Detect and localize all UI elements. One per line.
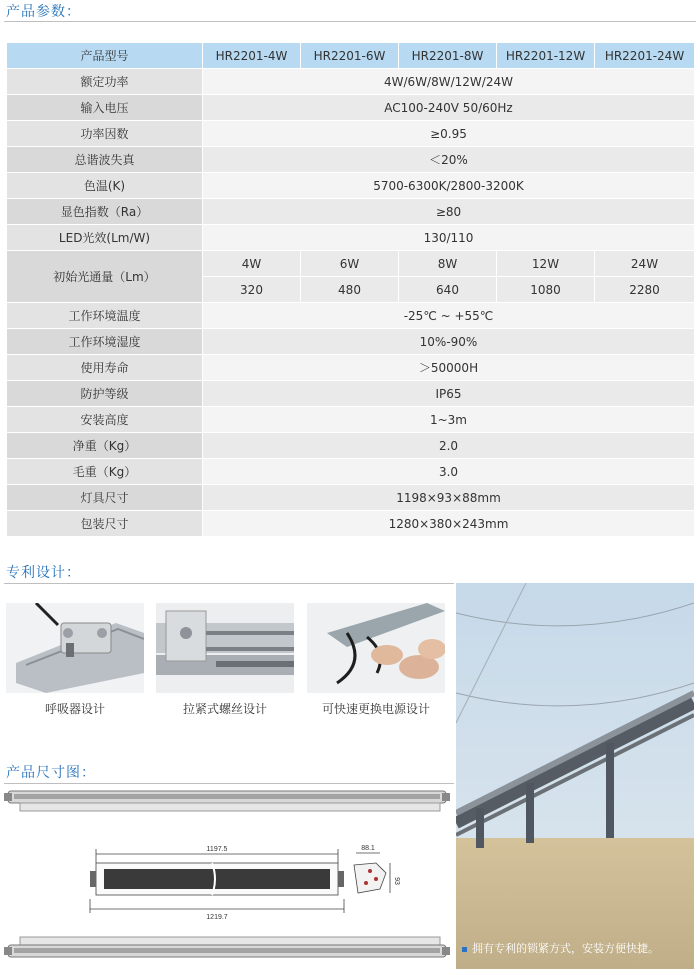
- installation-caption: [462, 940, 659, 956]
- spec-row: [7, 407, 695, 433]
- spec-label: LED光效(Lm/W): [7, 225, 203, 251]
- spec-value: 1~3m: [203, 407, 695, 433]
- spec-row: [7, 381, 695, 407]
- installation-photo: [456, 583, 694, 969]
- flux-watt-cell: 8W: [399, 251, 497, 277]
- dim-side-width: 88.1: [361, 845, 375, 852]
- spec-row-flux-watts: [7, 251, 695, 277]
- caption-screw: 拉紧式螺丝设计: [182, 702, 267, 716]
- spec-value: 3.0: [203, 459, 695, 485]
- spec-label: 净重（Kg）: [7, 433, 203, 459]
- installation-caption-text: 拥有专利的锁紧方式，安装方便快捷。: [472, 942, 659, 955]
- power-photo: [307, 603, 445, 693]
- spec-label: 防护等级: [7, 381, 203, 407]
- spec-label: 总谐波失真: [7, 147, 203, 173]
- spec-header-model: HR2201-12W: [497, 43, 595, 69]
- spec-value: 10%-90%: [203, 329, 695, 355]
- dim-side-height: 93: [393, 877, 400, 885]
- dimension-drawing: [4, 785, 454, 975]
- spec-label: 初始光通量（Lm）: [7, 251, 203, 303]
- dim-length-outer: 1219.7: [206, 914, 228, 921]
- spec-value: AC100-240V 50/60Hz: [203, 95, 695, 121]
- caption-power: 可快速更换电源设计: [321, 702, 430, 716]
- spec-value: 1198×93×88mm: [203, 485, 695, 511]
- spec-row: [7, 121, 695, 147]
- spec-row: [7, 459, 695, 485]
- flux-lumen-cell: 320: [203, 277, 301, 303]
- section-title-patent: 专利设计：: [6, 565, 81, 581]
- flux-watt-cell: 6W: [301, 251, 399, 277]
- spec-value: ≥80: [203, 199, 695, 225]
- flux-lumen-cell: 1080: [497, 277, 595, 303]
- spec-label: 使用寿命: [7, 355, 203, 381]
- spec-value: ＞50000H: [203, 355, 695, 381]
- spec-row: [7, 95, 695, 121]
- spec-label: 安装高度: [7, 407, 203, 433]
- lamp-side-drawing: [354, 853, 390, 893]
- spec-value: -25℃ ~ +55℃: [203, 303, 695, 329]
- lamp-front-drawing: [90, 849, 344, 913]
- spec-value: 5700-6300K/2800-3200K: [203, 173, 695, 199]
- section-title-params: 产品参数：: [6, 4, 81, 20]
- section-divider: [4, 783, 454, 784]
- spec-label: 毛重（Kg）: [7, 459, 203, 485]
- spec-label: 工作环境湿度: [7, 329, 203, 355]
- flux-lumen-cell: 640: [399, 277, 497, 303]
- spec-label: 包装尺寸: [7, 511, 203, 537]
- spec-value: ＜20%: [203, 147, 695, 173]
- spec-value: IP65: [203, 381, 695, 407]
- flux-watt-cell: 12W: [497, 251, 595, 277]
- spec-value: 4W/6W/8W/12W/24W: [203, 69, 695, 95]
- spec-row: [7, 173, 695, 199]
- spec-row: [7, 329, 695, 355]
- section-divider: [4, 21, 696, 22]
- spec-label: 色温(K): [7, 173, 203, 199]
- spec-row: [7, 303, 695, 329]
- caption-breather: 呼吸器设计: [44, 702, 105, 716]
- spec-label: 功率因数: [7, 121, 203, 147]
- spec-label: 输入电压: [7, 95, 203, 121]
- spec-row: [7, 355, 695, 381]
- spec-row: [7, 433, 695, 459]
- spec-row: [7, 511, 695, 537]
- screw-photo: [156, 603, 294, 693]
- section-title-dims: 产品尺寸图：: [6, 765, 96, 781]
- breather-photo: [6, 603, 144, 693]
- flux-watt-cell: 24W: [595, 251, 695, 277]
- spec-label: 工作环境温度: [7, 303, 203, 329]
- flux-watt-cell: 4W: [203, 251, 301, 277]
- bullet-square: [462, 947, 467, 952]
- spec-label: 灯具尺寸: [7, 485, 203, 511]
- spec-row: [7, 69, 695, 95]
- spec-label: 显色指数（Ra）: [7, 199, 203, 225]
- spec-header-model: HR2201-6W: [301, 43, 399, 69]
- spec-header-row: [7, 43, 695, 69]
- lamp-bottom-view: [4, 937, 450, 957]
- spec-value: 1280×380×243mm: [203, 511, 695, 537]
- spec-row: [7, 199, 695, 225]
- spec-value: ≥0.95: [203, 121, 695, 147]
- spec-row: [7, 147, 695, 173]
- spec-header-model: HR2201-24W: [595, 43, 695, 69]
- flux-lumen-cell: 480: [301, 277, 399, 303]
- spec-table: [6, 42, 695, 537]
- lamp-top-view: [4, 791, 450, 811]
- spec-value: 2.0: [203, 433, 695, 459]
- flux-lumen-cell: 2280: [595, 277, 695, 303]
- spec-header-model: HR2201-4W: [203, 43, 301, 69]
- spec-value: 130/110: [203, 225, 695, 251]
- spec-row: [7, 225, 695, 251]
- spec-header-label: 产品型号: [7, 43, 203, 69]
- dim-length-inner: 1197.5: [206, 846, 228, 853]
- spec-header-model: HR2201-8W: [399, 43, 497, 69]
- spec-label: 额定功率: [7, 69, 203, 95]
- spec-row: [7, 485, 695, 511]
- section-divider: [4, 583, 454, 584]
